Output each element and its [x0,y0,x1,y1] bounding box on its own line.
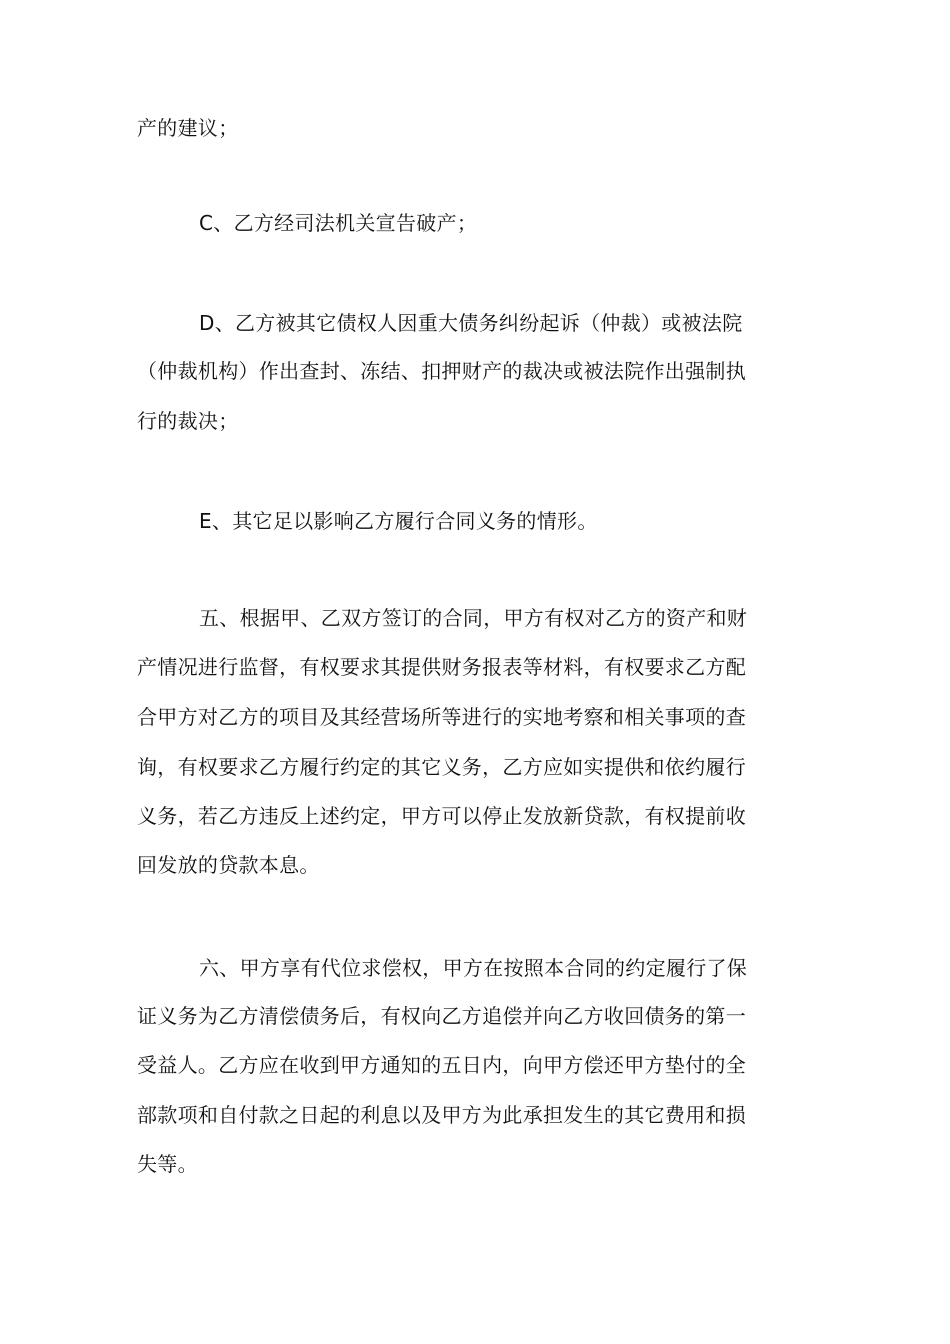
section-five-line-6: 回发放的贷款本息。 [137,853,320,877]
clause-d-line-1: D、乙方被其它债权人因重大债务纠纷起诉（仲裁）或被法院 [199,311,743,335]
clause-c-line: C、乙方经司法机关宣告破产； [199,211,478,235]
clause-d-line-2: （仲裁机构）作出查封、冻结、扣押财产的裁决或被法院作出强制执 [137,359,746,383]
clause-d-line-3: 行的裁决； [137,409,239,433]
section-five-line-1: 五、根据甲、乙双方签订的合同，甲方有权对乙方的资产和财 [199,606,748,630]
section-five-line-3: 合甲方对乙方的项目及其经营场所等进行的实地考察和相关事项的查 [137,705,746,729]
section-six-line-5: 失等。 [137,1152,198,1176]
section-six-line-2: 证义务为乙方清偿债务后，有权向乙方追偿并向乙方收回债务的第一 [137,1004,746,1028]
section-five-line-5: 义务，若乙方违反上述约定，甲方可以停止发放新贷款，有权提前收 [137,804,746,828]
section-five-line-2: 产情况进行监督，有权要求其提供财务报表等材料，有权要求乙方配 [137,655,746,679]
clause-e-line: E、其它足以影响乙方履行合同义务的情形。 [199,509,598,533]
text-line: 产的建议； [137,116,239,140]
section-five-line-4: 询，有权要求乙方履行约定的其它义务，乙方应如实提供和依约履行 [137,755,746,779]
section-six-line-3: 受益人。乙方应在收到甲方通知的五日内，向甲方偿还甲方垫付的全 [137,1053,746,1077]
section-six-line-4: 部款项和自付款之日起的利息以及甲方为此承担发生的其它费用和损 [137,1103,746,1127]
section-six-line-1: 六、甲方享有代位求偿权，甲方在按照本合同的约定履行了保 [199,956,748,980]
